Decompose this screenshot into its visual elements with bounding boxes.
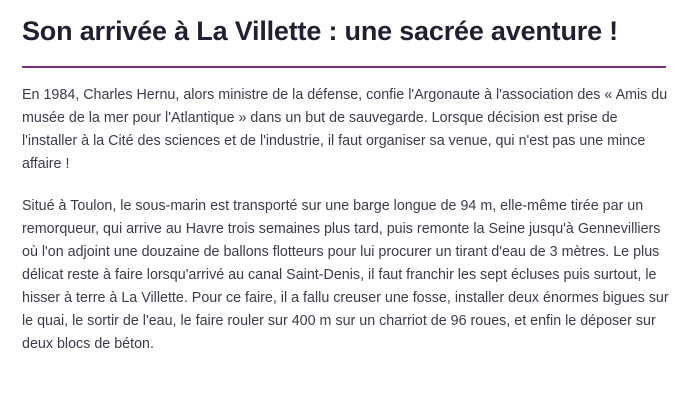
article-body xyxy=(22,84,670,357)
title-divider xyxy=(22,66,666,68)
paragraph: Situé à Toulon, le sous-marin est transporté sur une barge longue de 94 m, elle-même tirée par un remorqueur, qui arrive au Havre trois semaines plus tard, puis remonte la Seine jusqu'à Gennevilliers où l'on adjoint une douzaine de ballons flotteurs pour lui procurer un tirant d'eau de 3 mètres. Le plus délicat reste à faire lorsqu'arrivé au canal Saint-Denis, il faut franchir les sept écluses puis surtout, le hisser à terre à La Villette. Pour ce faire, il a fallu creuser une fosse, installer deux énormes bigues sur le quai, le sortir de l'eau, le faire rouler sur 400 m sur un charriot de 96 roues, et enfin le déposer sur deux blocs de béton. xyxy=(22,197,669,353)
page-title: Son arrivée à La Villette : une sacrée aventure ! xyxy=(22,16,618,46)
paragraph: En 1984, Charles Hernu, alors ministre de la défense, confie l'Argonaute à l'association des « Amis du musée de la mer pour l'Atlantique » dans un but de sauvegarde. Lorsque décision est prise de l'installer à la Cité des sciences et de l'industrie, il faut organiser sa venue, qui n'est pas une mince affaire ! xyxy=(22,86,668,173)
